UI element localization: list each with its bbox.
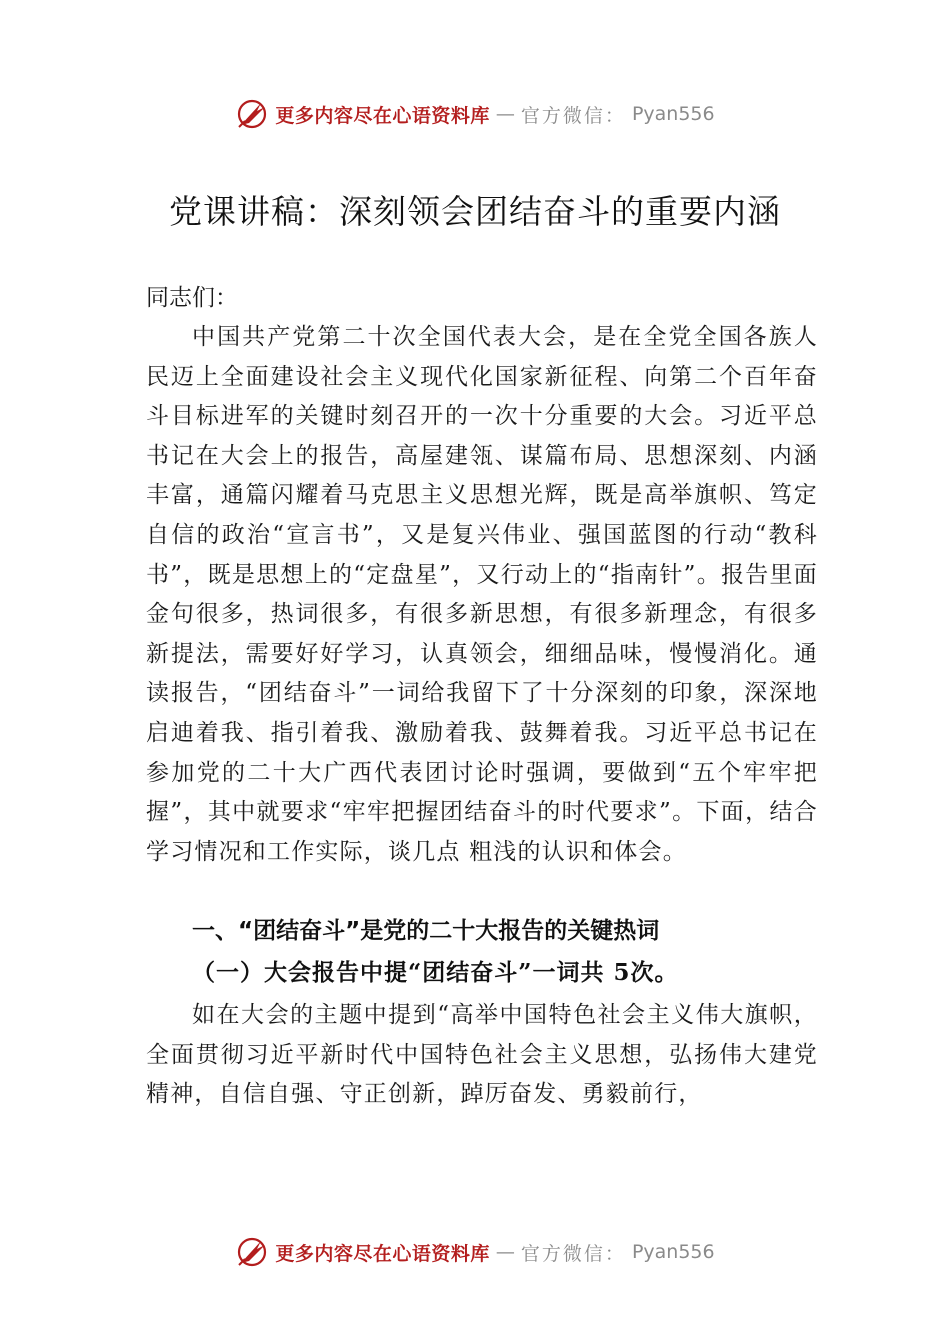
- footer-banner: [0, 1232, 950, 1272]
- banner-wechat-label: 官方微信：: [520, 104, 626, 127]
- paragraph-intro: 中国共产党第二十次全国代表大会，是在全党全国各族人民迈上全面建设社会主义现代化国家新征程、向第二个百年奋斗目标进军的关键时刻召开的一次十分重要的大会。习近平总书记在大会上的报告，高屋建瓴、谋篇布局、思想深刻、内涵丰富，通篇闪耀着马克思主义思想光辉，既是高举旗帜、笃定自信的政治“宣言书”，又是复兴伟业、强国蓝图的行动“教科书”，既是思想上的“定盘星”，又行动上的“指南针”。报告里面金句很多，热词很多，有很多新思想，有很多新理念，有很多新提法，需要好好学习，认真领会，细细品味，慢慢消化。通读报告，“团结奋斗”一词给我留下了十分深刻的印象，深深地启迪着我、指引着我、激励着我、鼓舞着我。习近平总书记在参加党的二十大广西代表团讨论时强调，要做到“五个牢牢把握”，其中就要求“牢牢把握团结奋斗的时代要求”。下面，结合学习情况和工作实际，谈几点 粗浅的认识和体会。: [146, 324, 818, 865]
- document-title: 党课讲稿：深刻领会团结奋斗的重要内涵: [169, 192, 781, 231]
- section-heading-1: 一、“团结奋斗”是党的二十大报告的关键热词: [192, 918, 660, 944]
- subsection-heading-1: （一）大会报告中提“团结奋斗”一词共 5次。: [192, 959, 679, 986]
- quill-circle-logo-icon: [235, 1235, 269, 1269]
- banner-separator: —: [495, 1241, 515, 1263]
- paragraph-theme: 如在大会的主题中提到“高举中国特色社会主义伟大旗帜，全面贯彻习近平新时代中国特色社会主义思想，弘扬伟大建党精神，自信自强、守正创新，踔厉奋发、勇毅前行，: [146, 1002, 818, 1108]
- banner-separator: —: [495, 103, 515, 125]
- banner-wechat-label: 官方微信：: [520, 1242, 626, 1265]
- header-banner: [0, 94, 950, 134]
- banner-wechat-id: Pyan556: [631, 103, 715, 125]
- banner-wechat-id: Pyan556: [631, 1241, 715, 1263]
- greeting: 同志们：: [146, 285, 238, 311]
- quill-circle-logo-icon: [235, 97, 269, 131]
- banner-brand-text: 更多内容尽在心语资料库: [275, 104, 490, 127]
- banner-brand-text: 更多内容尽在心语资料库: [275, 1242, 490, 1265]
